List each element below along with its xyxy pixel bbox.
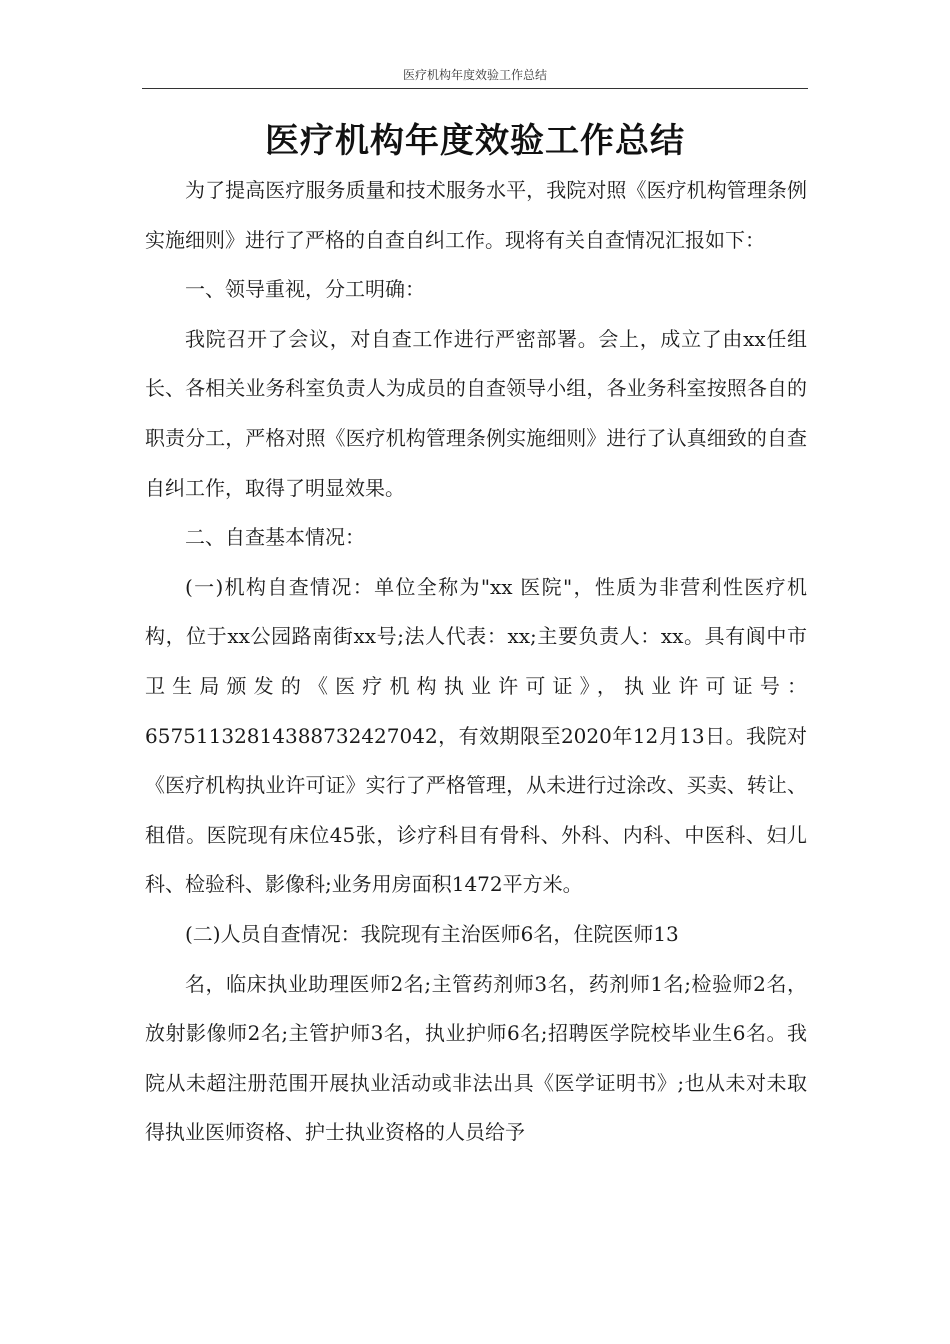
- running-header: [142, 64, 808, 89]
- document-body: [145, 166, 807, 1158]
- heading-section-1: 一、领导重视，分工明确：: [185, 277, 425, 302]
- paragraph-staff-check-continued: 名，临床执业助理医师2名;主管药剂师3名，药剂师1名;检验师2名，放射影像师2名;主管护师3名，执业护师6名;招聘医学院校毕业生6名。我院从未超注册范围开展执业活动或非法出具《医学证明书》;也从未对未取得执业医师资格、护士执业资格的人员给予: [145, 971, 807, 1145]
- paragraph-intro: 为了提高医疗服务质量和技术服务水平，我院对照《医疗机构管理条例实施细则》进行了严格的自查自纠工作。现将有关自查情况汇报如下：: [145, 178, 807, 252]
- heading-section-2: 二、自查基本情况：: [185, 525, 365, 550]
- paragraph-institution-check: (一)机构自查情况：单位全称为"xx 医院"，性质为非营利性医疗机构，位于xx公园路南街xx号;法人代表：xx;主要负责人：xx。具有阆中市卫生局颁发的《医疗机构执业许可证》，执业许可证号：657511328143887324270​42，有效期限至2020年12月13日。我院对《医疗机构执业许可证》实行了严格管理，从未进行过涂改、买卖、转让、租借。医院现有床位45张，诊疗科目有骨科、外科、内科、中医科、妇儿科、检验科、影像科;业务用房面积1472平方米。: [145, 574, 807, 897]
- paragraph-staff-check: (二)人员自查情况：我院现有主治医师6名，住院医师13: [185, 921, 679, 946]
- running-header-title: 医疗机构年度效验工作总结: [402, 68, 547, 82]
- paragraph-section-1: 我院召开了会议，对自查工作进行严密部署。会上，成立了由xx任组长、各相关业务科室负责人为成员的自查领导小组，各业务科室按照各自的职责分工，严格对照《医疗机构管理条例实施细则》进行了认真细致的自查自纠工作，取得了明显效果。: [145, 326, 807, 500]
- document-title: 医疗机构年度效验工作总结: [265, 121, 685, 161]
